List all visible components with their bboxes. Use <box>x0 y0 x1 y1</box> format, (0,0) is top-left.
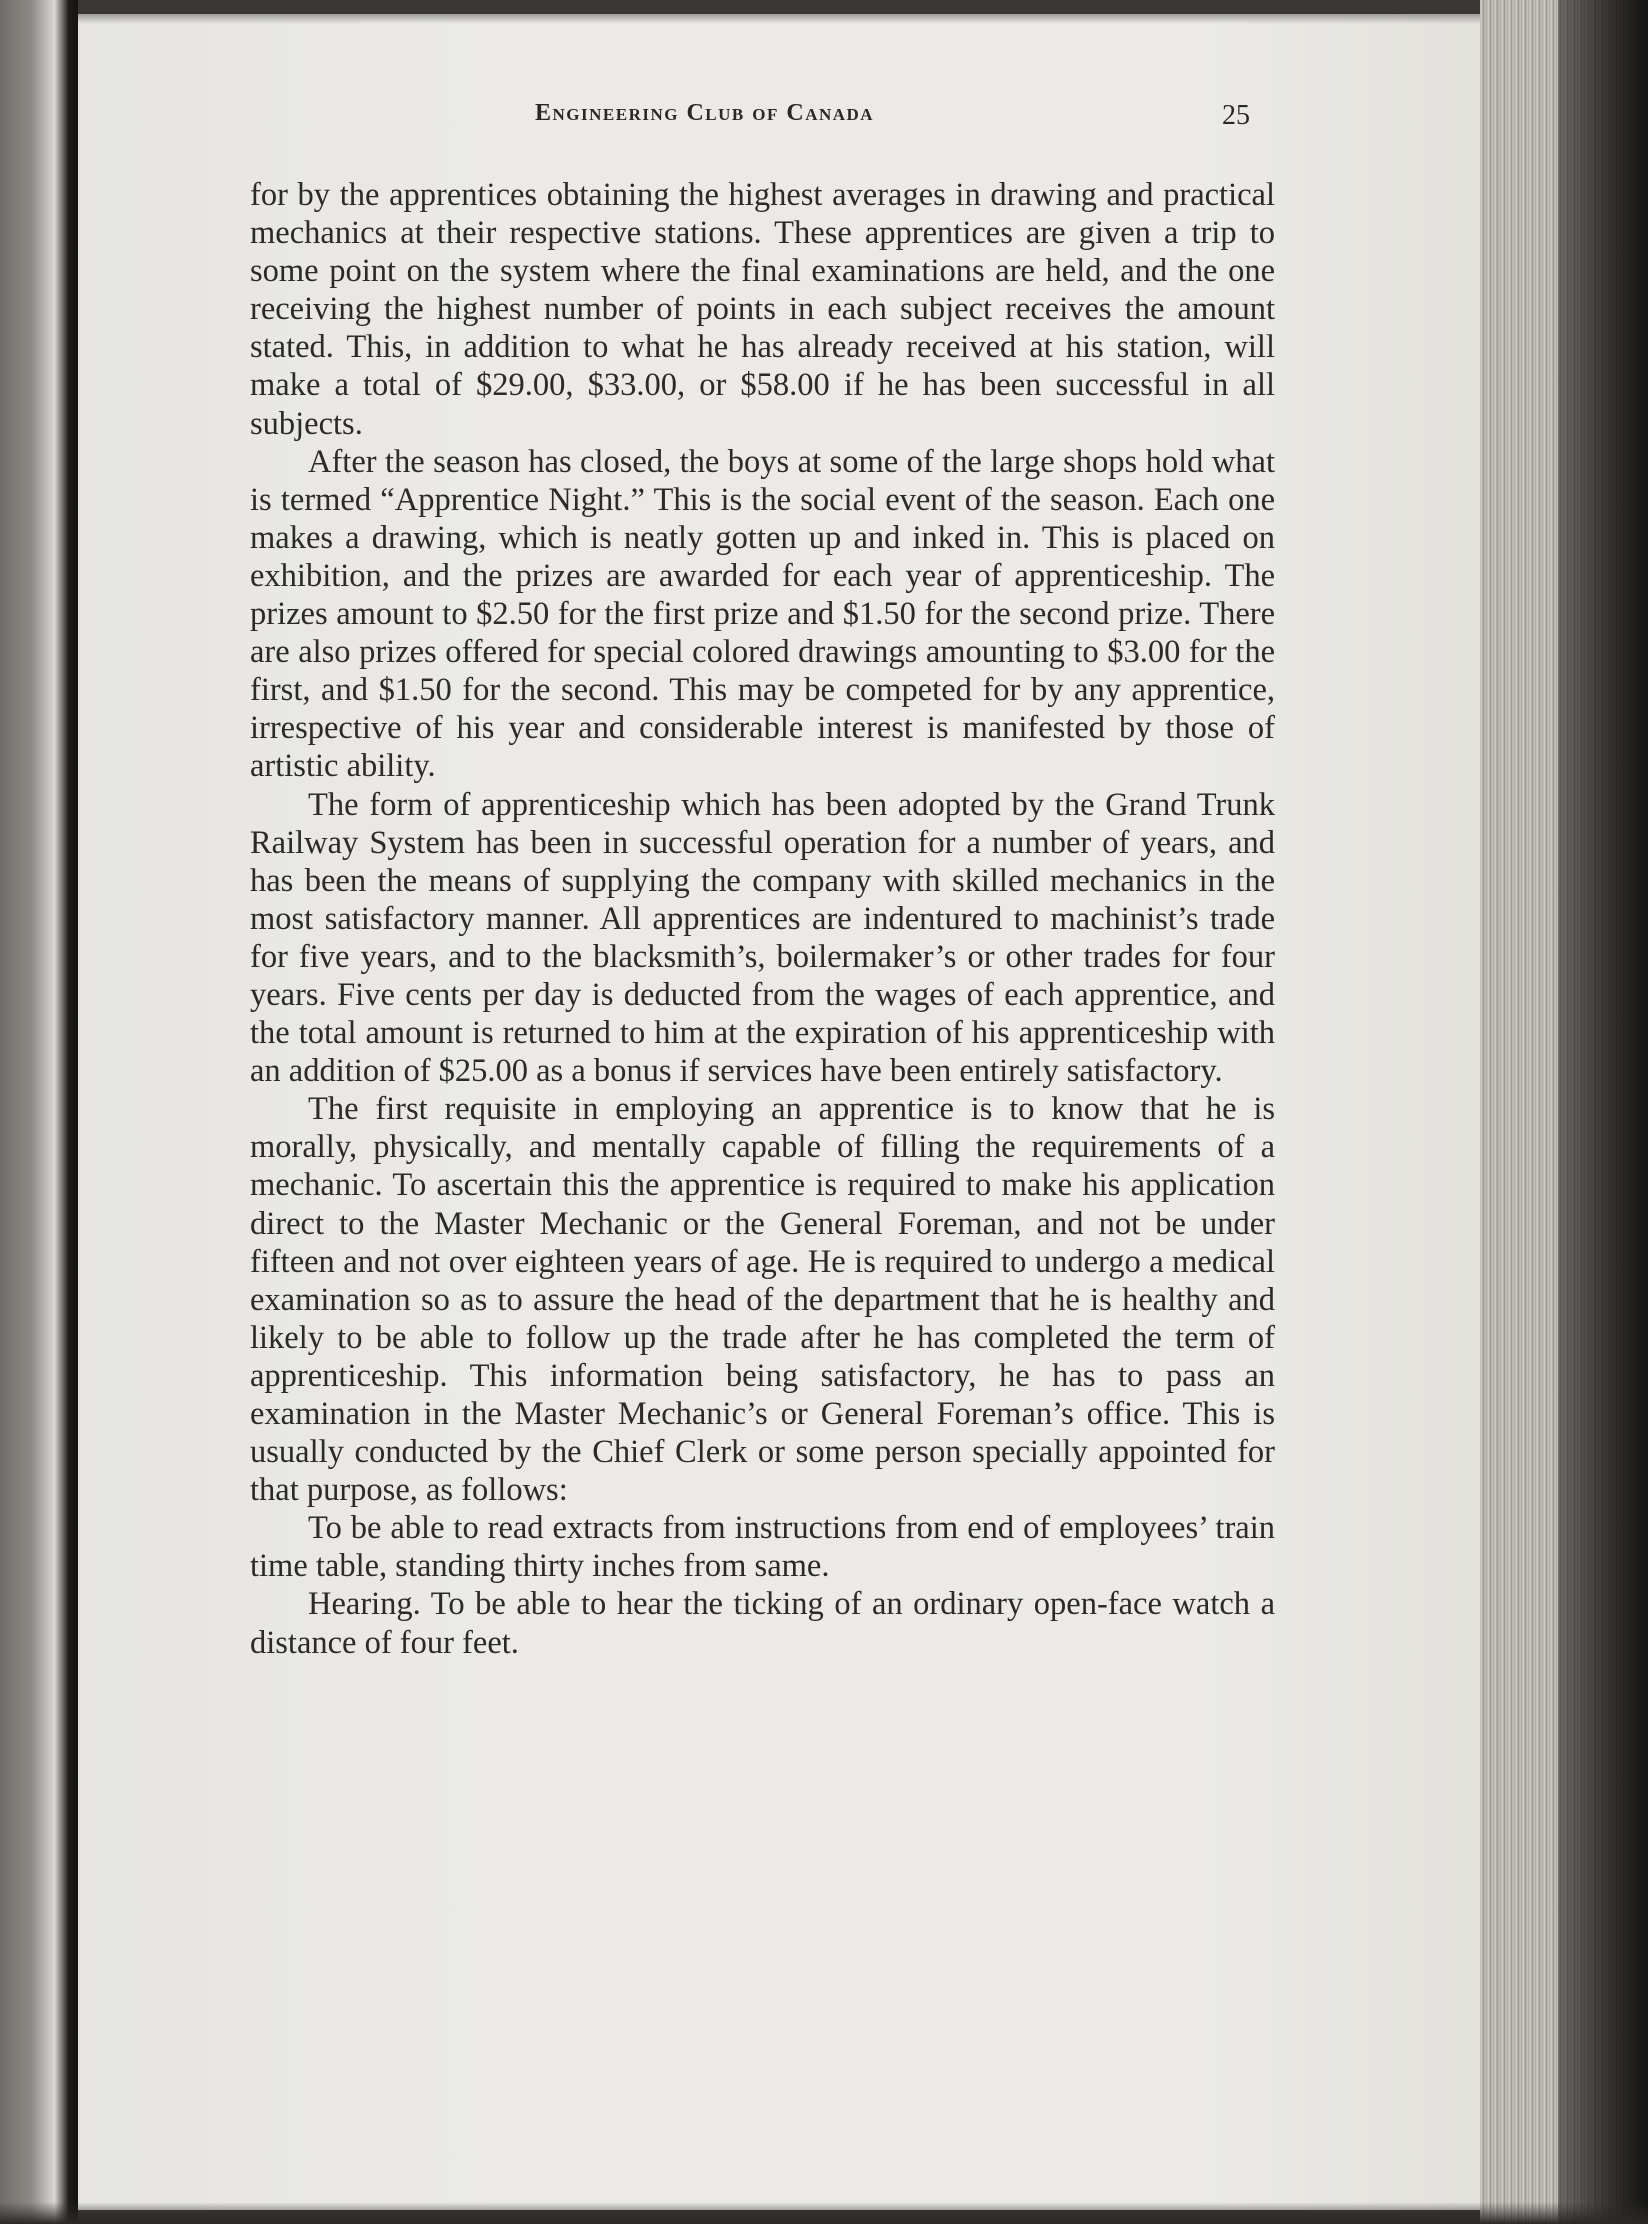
bottom-edge-shadow <box>0 2202 1648 2224</box>
page-number: 25 <box>1222 100 1250 131</box>
page-top-shadow <box>78 14 1480 24</box>
paragraph-5: To be able to read extracts from instructions from end of employees’ train time table, standing thirty inches from same. <box>250 1510 1275 1585</box>
paragraph-2: After the season has closed, the boys at some of the large shops hold what is termed “Apprentice Night.” This is the social event of the season. Each one makes a drawing, which is neatly gotten up and inked in. This is placed on exhibition, and the prizes are awarded for each year of apprenticeship. The prizes amount to $2.50 for the first prize and $1.50 for the second prize. There are also prizes offered for special colored drawings amounting to $3.00 for the first, and $1.50 for the second. This may be competed for by any apprentice, irrespective of his year and considerable interest is manifested by those of artistic ability. <box>250 443 1275 785</box>
paragraph-3: The form of apprenticeship which has been adopted by the Grand Trunk Railway System has been in successful operation for a number of years, and has been the means of supplying the company with skilled mechanics in the most satisfactory manner. All apprentices are indentured to machinist’s trade for five years, and to the blacksmith’s, boilermaker’s or other trades for four years. Five cents per day is deducted from the wages of each apprentice, and the total amount is returned to him at the expiration of his apprenticeship with an addition of $25.00 as a bonus if services have been entirely satisfactory. <box>250 786 1275 1090</box>
running-header <box>535 100 1250 140</box>
paragraph-4: The first requisite in employing an apprentice is to know that he is morally, physically, and mentally capable of filling the requirements of a mechanic. To ascertain this the apprentice is required to make his application direct to the Master Mechanic or the General Foreman, and not be under fifteen and not over eighteen years of age. He is required to undergo a medical examination so as to assure the head of the department that he is healthy and likely to be able to follow up the trade after he has completed the term of apprenticeship. This information being satisfactory, he has to pass an examination in the Master Mechanic’s or General Foreman’s office. This is usually conducted by the Chief Clerk or some person specially appointed for that purpose, as follows: <box>250 1091 1275 1509</box>
left-page-gutter <box>0 0 78 2224</box>
paragraph-1: for by the apprentices obtaining the highest averages in drawing and practical mechanics at their respective stations. These apprentices are given a trip to some point on the system where the final examinations are held, and the one receiving the highest number of points in each subject receives the amount stated. This, in addition to what he has already received at his station, will make a total of $29.00, $33.00, or $58.00 if he has been successful in all subjects. <box>250 177 1275 442</box>
paragraph-6: Hearing. To be able to hear the ticking of an ordinary open-face watch a distance of four feet. <box>250 1586 1275 1661</box>
body-text <box>250 176 1275 1662</box>
running-title: Engineering Club of Canada <box>535 100 875 126</box>
book-spine-shadow <box>1558 0 1648 2224</box>
